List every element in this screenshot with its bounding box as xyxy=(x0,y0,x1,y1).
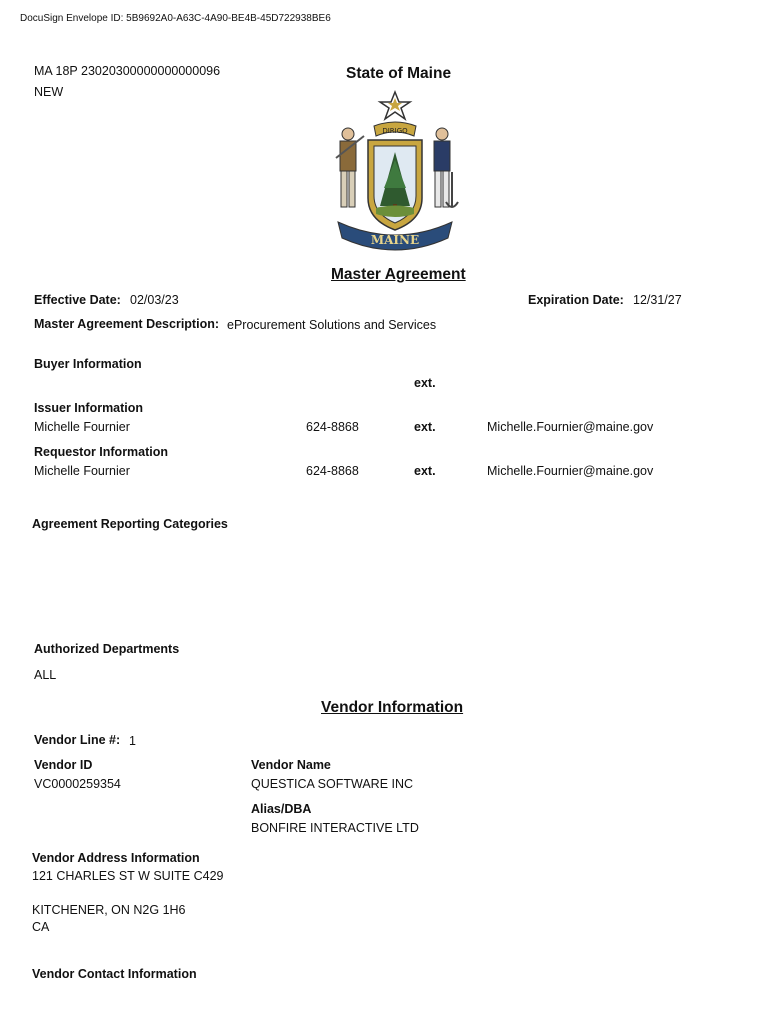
expiration-date-label: Expiration Date: xyxy=(528,293,624,307)
vendor-address-line1: 121 CHARLES ST W SUITE C429 xyxy=(32,869,224,883)
state-title: State of Maine xyxy=(346,65,452,82)
vendor-name-label: Vendor Name xyxy=(251,758,331,772)
vendor-line-value: 1 xyxy=(129,734,136,748)
vendor-name-value: QUESTICA SOFTWARE INC xyxy=(251,777,414,791)
envelope-id: DocuSign Envelope ID: 5B9692A0-A63C-4A90-BE4B-45D722938BE6 xyxy=(20,13,331,24)
requestor-phone: 624-8868 xyxy=(306,464,359,478)
requestor-ext-label: ext. xyxy=(414,464,436,478)
svg-text:DIRIGO: DIRIGO xyxy=(382,127,408,135)
vendor-contact-label: Vendor Contact Information xyxy=(32,967,197,981)
issuer-phone: 624-8868 xyxy=(306,420,359,434)
requestor-email: Michelle.Fournier@maine.gov xyxy=(487,464,654,478)
vendor-id-value: VC0000259354 xyxy=(34,777,121,791)
authorized-departments-label: Authorized Departments xyxy=(34,642,180,656)
issuer-ext-label: ext. xyxy=(414,420,436,434)
description-value: eProcurement Solutions and Services xyxy=(227,318,437,332)
agreement-status: NEW xyxy=(34,85,64,99)
reporting-categories-label: Agreement Reporting Categories xyxy=(32,517,228,531)
svg-text:MAINE: MAINE xyxy=(370,233,420,247)
issuer-email: Michelle.Fournier@maine.gov xyxy=(487,420,654,434)
vendor-alias-label: Alias/DBA xyxy=(251,802,312,816)
issuer-info-label: Issuer Information xyxy=(34,401,144,415)
requestor-info-label: Requestor Information xyxy=(34,445,169,459)
agreement-number: MA 18P 23020300000000000096 xyxy=(34,64,221,78)
vendor-address-line3: CA xyxy=(32,920,50,934)
vendor-alias-value: BONFIRE INTERACTIVE LTD xyxy=(251,821,419,835)
buyer-info-label: Buyer Information xyxy=(34,357,142,371)
state-seal-image xyxy=(330,88,460,258)
issuer-name: Michelle Fournier xyxy=(34,420,130,434)
document-title: Master Agreement xyxy=(331,266,466,283)
vendor-line-label: Vendor Line #: xyxy=(34,733,121,747)
buyer-ext-label: ext. xyxy=(414,376,436,390)
description-label: Master Agreement Description: xyxy=(34,317,219,331)
effective-date-value: 02/03/23 xyxy=(130,293,179,307)
vendor-section-title: Vendor Information xyxy=(321,699,464,716)
expiration-date-value: 12/31/27 xyxy=(633,293,682,307)
vendor-id-label: Vendor ID xyxy=(34,758,93,772)
authorized-departments-value: ALL xyxy=(34,668,57,682)
vendor-address-label: Vendor Address Information xyxy=(32,851,200,865)
vendor-address-line2: KITCHENER, ON N2G 1H6 xyxy=(32,903,186,917)
effective-date-label: Effective Date: xyxy=(34,293,121,307)
requestor-name: Michelle Fournier xyxy=(34,464,130,478)
